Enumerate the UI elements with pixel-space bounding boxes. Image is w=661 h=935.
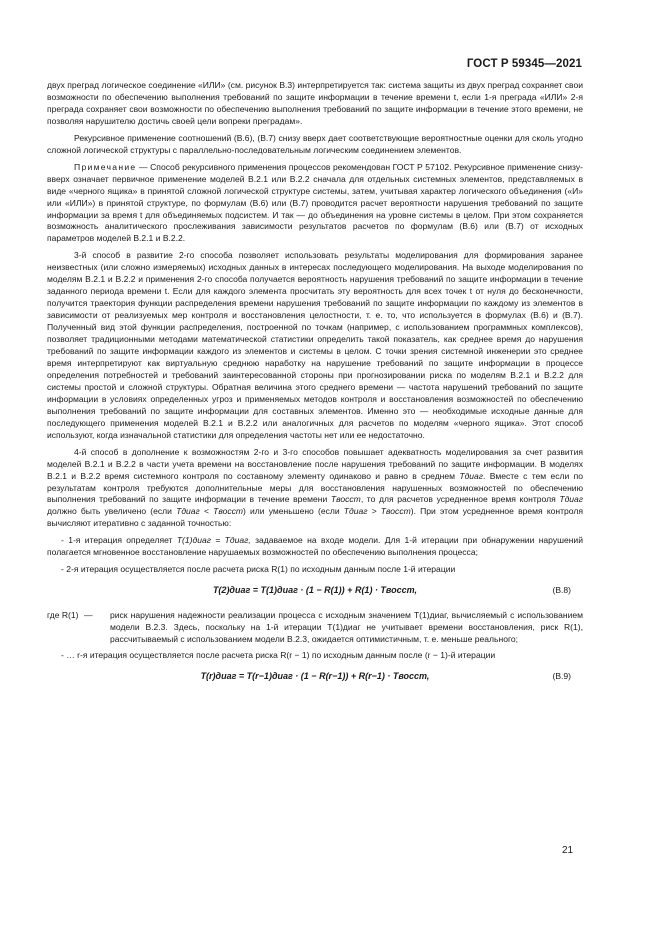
paragraph: 3-й способ в развитие 2-го способа позволяет использовать результаты моделирования для формирования заранее неизвестных (или сложно измеряемых) исходных данных в интересах последующего моделирования. На выходе моделирования по моделям В.2.1 и В.2.2 и применения 2-го способа получается вероятность нарушения требований по защите информации в течение заданного периода времени t. Если для каждого элемента просчитать эту вероятность для всех точек t от нуля до бесконечности, получится траектория функции распределения времени нарушения требований по защите информации по каждому из элементов в зависимости от реализуемых мер контроля и восстановления целостности, т. е. то, что используется в формулах (В.6) и (В.7). Полученный вид этой функции распределения, построенной по точкам (например, с использованием программных комплексов), позволяет традиционными методами математической статистики определить такой показатель, как среднее время до нарушения требований по защите информации каждого из элементов и системы в целом. С точки зрения системной инженерии это среднее время интерпретируют как виртуальную среднюю наработку на нарушение требований по защите информации в процессе определения потребностей и требований заинтересованной стороны при прогнозировании риска по моделям В.2.1 и В.2.2 для системы простой и сложной структуры. Обратная величина этого среднего времени — частота нарушений требований по защите информации в условиях определенных угроз и применяемых методов контроля и восстановления возможностей по обеспечению выполнения требований по защите информации для составных элементов. Именно это — необходимые исходные данные для последующего применения моделей В.2.1 и В.2.2 или аналогичных для расчетов по моделям «черного ящика». Этот способ используют, когда изначальной статистики для определения частоты нет или ее недостаточно. [47, 250, 583, 440]
note [47, 162, 583, 246]
symbol: Tдиаг > Tвосст [343, 506, 411, 517]
standard-header: ГОСТ Р 59345—2021 [466, 58, 582, 70]
where-clause [47, 610, 583, 646]
list-item: - 1-я итерация определяет T(1)диаг = Tдиаг, задаваемое на входе модели. Для 1-й итерации при обнаружении нарушений полагается мгновенное восстановление нарушаемых возможностей по обеспечению выполнения процесса; [47, 535, 583, 558]
note-label: Примечание [74, 161, 137, 172]
note-text: — Способ рекурсивного применения процессов рекомендован ГОСТ Р 57102. Рекурсивное применение снизу-вверх означает первичное применение моделей В.2.1 или В.2.2 сначала для отдельных системных элементов, представляемых в виде «черного ящика» в принятой сложной логической структуре системы, затем, учитывая характер логического объединения («И» или «ИЛИ») в принятой структуре, по формулам (В.6) или (В.7) проводится расчет вероятности нарушения требований по защите информации за время t для объединяемых подсистем. И так — до объединения на уровне системы в целом. При этом сохраняется возможность аналитического прослеживания зависимости результатов расчетов по формулам (В.6) или (В.7) от исходных параметров моделей В.2.1 и В.2.2. [47, 161, 583, 244]
where-symbol: где R(1) [47, 610, 79, 621]
document-body [47, 80, 583, 696]
page-number: 21 [562, 845, 574, 856]
paragraph: двух преград логическое соединение «ИЛИ» (см. рисунок В.3) интерпретируется так: система защиты из двух преград сохраняет свои возможности по обеспечению выполнения требований по защите информации в течение времени t, если 1-я преграда «ИЛИ» 2-я преграда сохраняет свои возможности по обеспечению выполнения требований по защите информации в течение этого времени, не позволяя нарушителю достичь своей цели вопреки преградам». [47, 80, 583, 126]
formula-expression: T(2)диаг = T(1)диаг · (1 − R(1)) + R(1) · Tвосст, [212, 585, 418, 596]
where-definition: риск нарушения надежности реализации процесса с исходным значением T(1)диаг, вычисляемый с использованием модели В.2.3. Здесь, поскольку на 1-й итерации T(1)диаг не учитывает времени восстановления, риск R(1), рассчитываемый с использованием модели В.2.3, ожидается оптимистичным, т. е. меньше реального; [110, 610, 583, 645]
where-dash: — [84, 610, 93, 621]
formula-b9 [47, 667, 583, 690]
symbol: Tдиаг < Tвосст [176, 506, 244, 517]
formula-expression: T(r)диаг = T(r−1)диаг · (1 − R(r−1)) + R(r−1) · Tвосст, [200, 670, 430, 681]
list-item: - … r-я итерация осуществляется после расчета риска R(r − 1) по исходным данным после (r − 1)-й итерации [61, 650, 496, 661]
paragraph: Рекурсивное применение соотношений (В.6), (В.7) снизу вверх дает соответствующие вероятностные оценки для сколь угодно сложной логической структуры с параллельно-последовательным логическим соединением элементов. [47, 132, 583, 155]
paragraph: 4-й способ в дополнение к возможностям 2-го и 3-го способов повышает адекватность моделирования за счет развития моделей В.2.1 и В.2.2 в части учета времени на восстановление после нарушения требований по защите информации. В моделях В.2.1 и В.2.2 время системного контроля по составному элементу одинаково и равно в среднем Tдиаг. Вместе с тем если по результатам контроля требуются дополнительные меры для восстановления нарушенных возможностей по обеспечению выполнения требований по защите информации в течение времени Tвосст, то для расчетов усредненное время контроля Tдиаг должно быть увеличено (если Tдиаг < Tвосст) или уменьшено (если Tдиаг > Tвосст). При этом усредненное время контроля вычисляют итеративно с заданной точностью: [47, 446, 584, 529]
symbol: T(1)диаг = Tдиаг, [176, 535, 251, 546]
symbol: Tдиаг [459, 470, 484, 481]
symbol: Tдиаг [559, 494, 584, 505]
list-item: - 2-я итерация осуществляется после расчета риска R(1) по исходным данным после 1-й итерации [61, 564, 456, 575]
formula-number: (В.8) [552, 585, 571, 596]
formula-b8 [47, 581, 583, 604]
formula-number: (В.9) [552, 670, 571, 681]
symbol: Tвосст [330, 494, 361, 505]
